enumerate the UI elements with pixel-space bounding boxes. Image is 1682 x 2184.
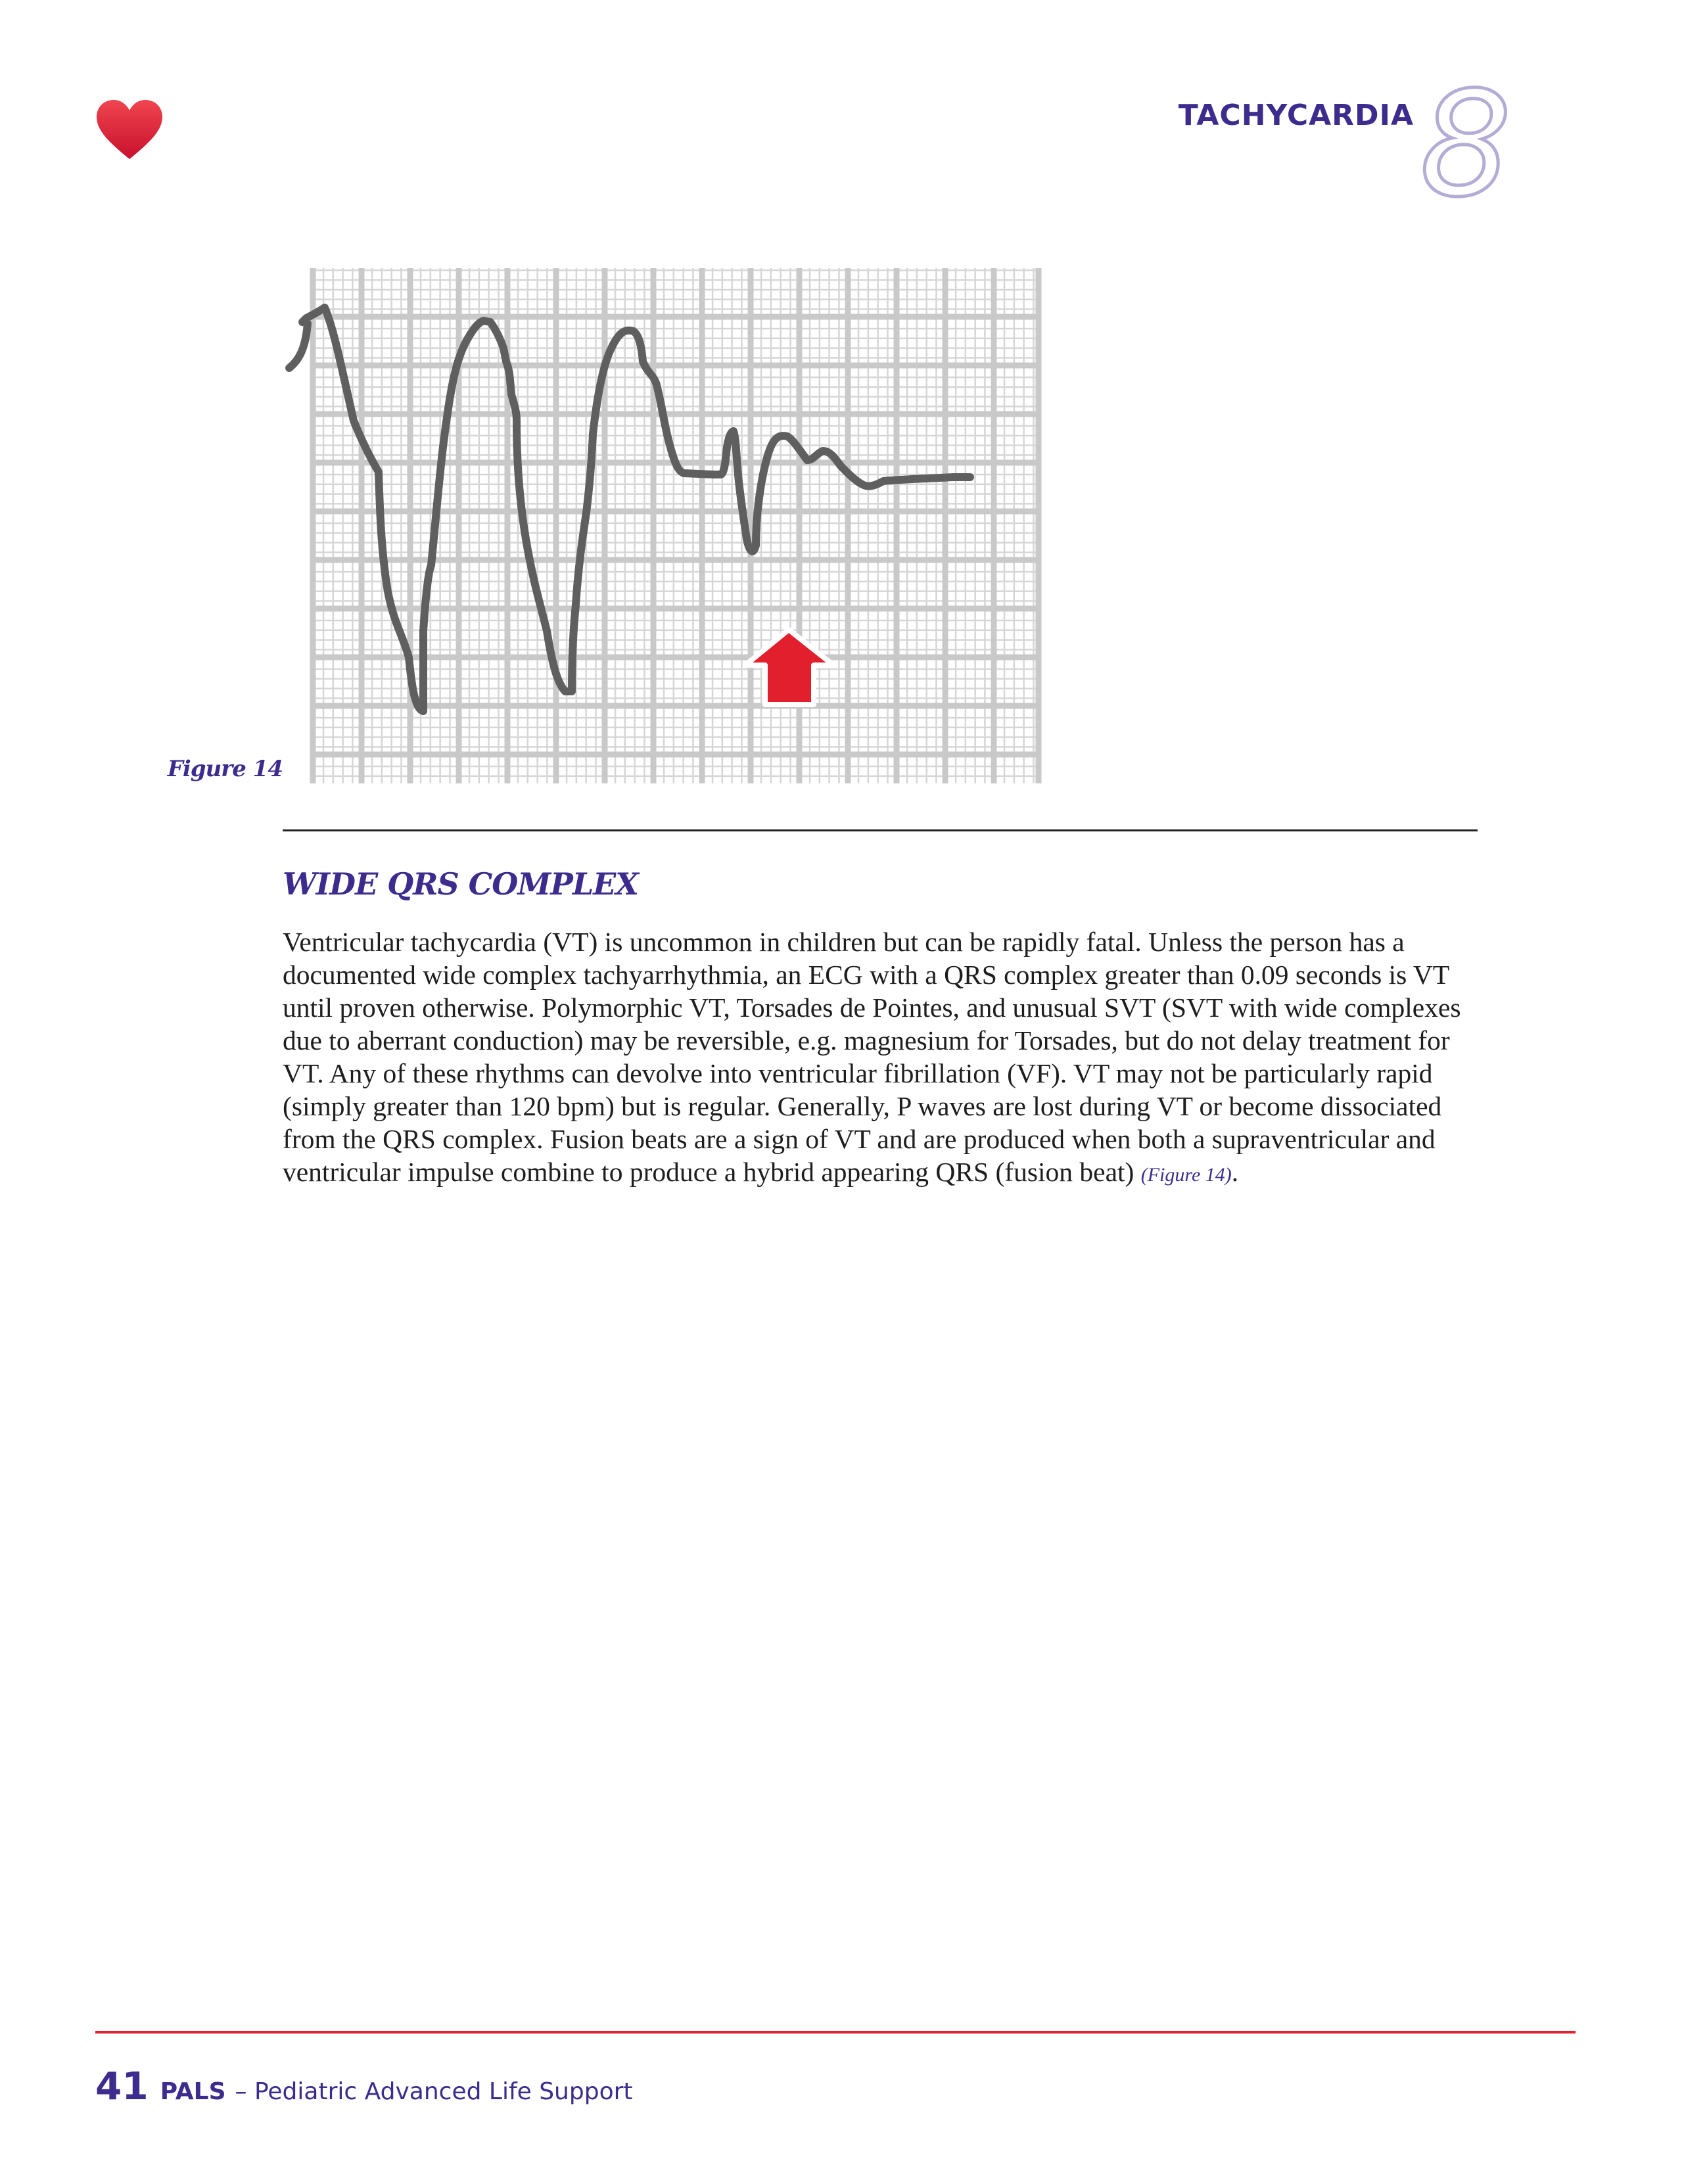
ecg-figure (283, 263, 1071, 795)
section-heading: WIDE QRS COMPLEX (283, 866, 638, 902)
figure-reference: (Figure 14) (1140, 1164, 1232, 1186)
footer-subtitle: – Pediatric Advanced Life Support (235, 2078, 633, 2105)
chapter-number: 8 (1420, 60, 1512, 229)
footer-brand: PALS (160, 2078, 226, 2105)
footer (95, 2064, 633, 2116)
page-number: 41 (95, 2064, 149, 2108)
figure-label: Figure 14 (167, 756, 283, 782)
body-text: Ventricular tachycardia (VT) is uncommon in children but can be rapidly fatal. Unless the person has a documented wide complex tachyarrhythmia, an ECG with a QRS complex greater than 0.09 seconds is VT until proven otherwise. Polymorphic VT, Torsades de Pointes, and unusual SVT (SVT with wide complexes due to aberrant conduction) may be reversible, e.g. magnesium for Torsades, but do not delay treatment for VT. Any of these rhythms can devolve into ventricular fibrillation (VF). VT may not be particularly rapid (simply greater than 120 bpm) but is regular. Generally, P waves are lost during VT or become dissociated from the QRS complex. Fusion beats are a sign of VT and are produced when both a supraventricular and ventricular impulse combine to produce a hybrid appearing QRS (fusion beat) (283, 927, 1461, 1187)
chapter-title: TACHYCARDIA (1178, 99, 1414, 132)
end-punctuation: . (1231, 1157, 1239, 1187)
section-divider (283, 829, 1478, 831)
section-body (283, 925, 1485, 1192)
footer-divider (95, 2031, 1576, 2033)
heart-icon (95, 99, 164, 162)
